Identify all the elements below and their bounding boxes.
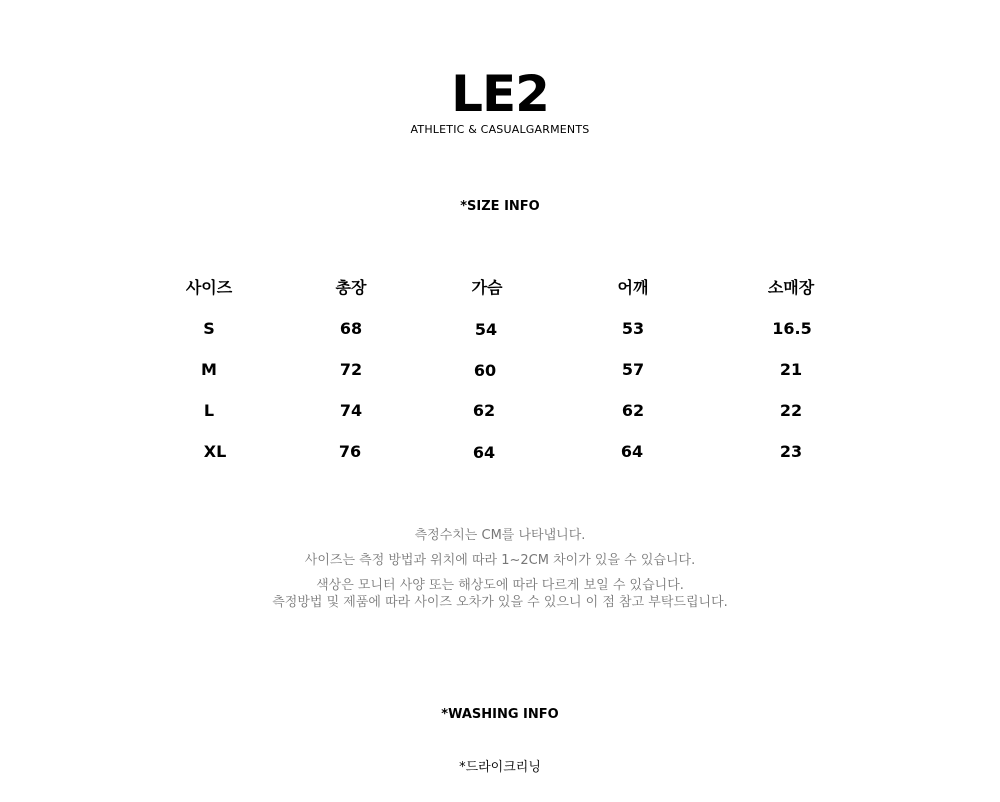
table-cell: 57 (621, 360, 645, 379)
header-sleeve: 소매장 (767, 278, 815, 297)
table-cell: 60 (473, 361, 497, 380)
header-chest: 가슴 (471, 278, 503, 297)
table-cell: 68 (339, 319, 363, 338)
table-cell: 62 (472, 401, 496, 420)
table-cell: 23 (779, 442, 803, 461)
table-cell: L (203, 401, 215, 420)
note-line: 측정방법 및 제품에 따라 사이즈 오차가 있을 수 있으니 이 점 참고 부탁드립니다. (272, 595, 728, 610)
table-cell: 74 (339, 401, 363, 420)
note-line: 측정수치는 CM를 나타냅니다. (414, 528, 586, 543)
table-cell: 54 (474, 320, 498, 339)
table-cell: 72 (339, 360, 363, 379)
table-cell: 22 (779, 401, 803, 420)
table-cell: S (203, 319, 215, 338)
table-cell: M (201, 360, 217, 379)
table-cell: 53 (621, 319, 645, 338)
brand-tagline: ATHLETIC & CASUALGARMENTS (410, 123, 590, 136)
washing-info-title: *WASHING INFO (441, 707, 559, 722)
note-line: 색상은 모니터 사양 또는 해상도에 따라 다르게 보일 수 있습니다. (316, 578, 684, 593)
table-cell: 76 (338, 442, 362, 461)
table-cell: 64 (620, 442, 644, 461)
header-length: 총장 (335, 278, 367, 297)
brand-logo: LE2 (451, 65, 549, 123)
table-cell: 16.5 (772, 319, 812, 338)
header-shoulder: 어깨 (617, 278, 649, 297)
table-cell: 64 (472, 443, 496, 462)
table-cell: 62 (621, 401, 645, 420)
table-cell: 21 (779, 360, 803, 379)
header-size: 사이즈 (185, 278, 233, 297)
note-line: 사이즈는 측정 방법과 위치에 따라 1~2CM 차이가 있을 수 있습니다. (304, 553, 696, 568)
washing-care-text: *드라이크리닝 (459, 760, 541, 775)
size-info-title: *SIZE INFO (460, 199, 540, 214)
table-cell: XL (203, 442, 227, 461)
